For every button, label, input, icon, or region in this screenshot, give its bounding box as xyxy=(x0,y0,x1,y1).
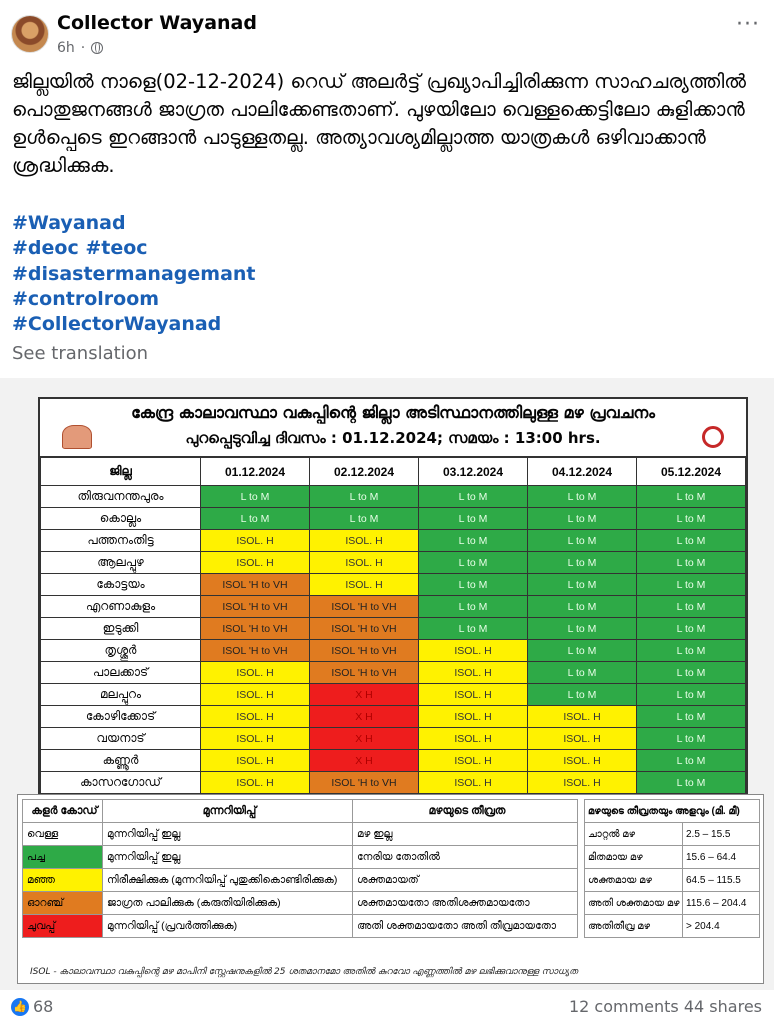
forecast-cell: L to M xyxy=(528,574,637,596)
forecast-cell: ISOL. H xyxy=(201,684,310,706)
range-label: ചാറ്റൽ മഴ xyxy=(585,823,683,846)
date-header: 02.12.2024 xyxy=(310,458,419,486)
forecast-row xyxy=(41,552,746,574)
hashtag-link[interactable]: #Wayanad xyxy=(12,212,126,234)
forecast-cell: L to M xyxy=(419,530,528,552)
color-swatch: മഞ്ഞ xyxy=(23,869,103,892)
color-swatch: ഓറഞ്ച് xyxy=(23,892,103,915)
post-meta: 6h · xyxy=(57,40,103,56)
more-options-icon[interactable]: ··· xyxy=(736,12,760,37)
forecast-cell: X H xyxy=(310,706,419,728)
forecast-cell: L to M xyxy=(419,574,528,596)
forecast-cell: ISOL 'H to VH xyxy=(201,640,310,662)
forecast-title-block xyxy=(40,399,746,457)
hashtag-link[interactable]: #disastermanagemant xyxy=(12,262,256,285)
forecast-cell: L to M xyxy=(419,508,528,530)
legend-panel xyxy=(17,794,764,984)
forecast-row xyxy=(41,640,746,662)
forecast-cell: L to M xyxy=(637,750,746,772)
district-name: ആലപ്പുഴ xyxy=(41,552,201,574)
date-header: 03.12.2024 xyxy=(419,458,528,486)
kerala-emblem-icon xyxy=(62,425,92,449)
forecast-row xyxy=(41,618,746,640)
forecast-cell: ISOL 'H to VH xyxy=(310,618,419,640)
district-name: കോഴിക്കോട് xyxy=(41,706,201,728)
warning-text: മുന്നറിയിപ്പ് (പ്രവർത്തിക്കുക) xyxy=(103,915,353,938)
forecast-cell: L to M xyxy=(310,486,419,508)
forecast-cell: ISOL 'H to VH xyxy=(201,596,310,618)
forecast-cell: L to M xyxy=(528,662,637,684)
forecast-row xyxy=(41,530,746,552)
author-avatar[interactable] xyxy=(11,15,49,53)
legend-row xyxy=(23,892,578,915)
forecast-cell: ISOL. H xyxy=(419,684,528,706)
forecast-cell: L to M xyxy=(637,530,746,552)
forecast-cell: ISOL. H xyxy=(201,662,310,684)
district-name: കാസറഗോഡ് xyxy=(41,772,201,794)
range-value: 15.6 – 64.4 xyxy=(683,846,760,869)
forecast-cell: L to M xyxy=(528,530,637,552)
forecast-row xyxy=(41,728,746,750)
district-header: ജില്ല xyxy=(41,458,201,486)
see-translation-link[interactable]: See translation xyxy=(12,343,149,364)
range-value: 115.6 – 204.4 xyxy=(683,892,760,915)
hashtag-link[interactable]: #CollectorWayanad xyxy=(12,313,222,336)
intensity-text: ശക്തമായത് xyxy=(353,869,578,892)
warning-text: മുന്നറിയിപ്പ് ഇല്ല xyxy=(103,846,353,869)
legend-row xyxy=(23,869,578,892)
range-value: 2.5 – 15.5 xyxy=(683,823,760,846)
forecast-cell: ISOL. H xyxy=(419,750,528,772)
forecast-cell: ISOL. H xyxy=(201,530,310,552)
rainfall-range-table xyxy=(584,799,760,938)
forecast-row xyxy=(41,508,746,530)
forecast-cell: L to M xyxy=(637,618,746,640)
district-name: കോട്ടയം xyxy=(41,574,201,596)
forecast-cell: X H xyxy=(310,750,419,772)
district-name: കണ്ണൂർ xyxy=(41,750,201,772)
forecast-cell: ISOL. H xyxy=(419,640,528,662)
legend-footnote: ISOL - കാലാവസ്ഥാ വകുപ്പിന്റെ മഴ മാപിനി സ്റ്റേഷനുകളിൽ 25 ശതമാനമോ അതിൽ കുറവോ എണ്ണത്തിൽ മഴ ലഭിക്കുവാനുള്ള സാധ്യത xyxy=(30,967,578,977)
forecast-cell: ISOL. H xyxy=(310,574,419,596)
like-count[interactable]: 68 xyxy=(33,997,54,1016)
forecast-cell: ISOL. H xyxy=(310,552,419,574)
forecast-cell: L to M xyxy=(419,596,528,618)
forecast-cell: ISOL. H xyxy=(419,728,528,750)
range-row xyxy=(585,823,760,846)
like-icon[interactable]: 👍 xyxy=(11,998,29,1016)
shares-count[interactable]: 44 shares xyxy=(683,997,762,1016)
forecast-cell: ISOL 'H to VH xyxy=(201,574,310,596)
district-name: പത്തനംതിട്ട xyxy=(41,530,201,552)
warning-text: നിരീക്ഷിക്കുക (മുന്നറിയിപ്പ് പുതുക്കികൊണ്ടിരിക്കുക) xyxy=(103,869,353,892)
engagement-counts xyxy=(569,997,762,1016)
forecast-cell: L to M xyxy=(528,596,637,618)
forecast-cell: ISOL. H xyxy=(528,728,637,750)
range-header: മഴയുടെ തീവ്രതയും അളവും (മി. മീ) xyxy=(585,800,760,823)
warning-text: ജാഗ്രത പാലിക്കുക (കരുതിയിരിക്കുക) xyxy=(103,892,353,915)
color-swatch: വെള്ള xyxy=(23,823,103,846)
forecast-row xyxy=(41,684,746,706)
forecast-cell: ISOL 'H to VH xyxy=(310,662,419,684)
forecast-cell: L to M xyxy=(528,486,637,508)
forecast-table-card xyxy=(38,397,748,796)
post-footer xyxy=(0,990,774,1024)
forecast-cell: L to M xyxy=(637,706,746,728)
forecast-cell: L to M xyxy=(637,596,746,618)
range-row xyxy=(585,915,760,938)
forecast-cell: ISOL. H xyxy=(201,728,310,750)
forecast-table xyxy=(40,457,746,794)
range-row xyxy=(585,846,760,869)
forecast-header-row xyxy=(41,458,746,486)
forecast-cell: ISOL. H xyxy=(201,706,310,728)
forecast-title: കേന്ദ്ര കാലാവസ്ഥാ വകുപ്പിന്റെ ജില്ലാ അടിസ്ഥാനത്തിലുള്ള മഴ പ്രവചനം xyxy=(131,403,655,422)
color-swatch: ചുവപ്പ് xyxy=(23,915,103,938)
forecast-row xyxy=(41,596,746,618)
forecast-cell: L to M xyxy=(310,508,419,530)
hashtag-link[interactable]: #deoc #teoc xyxy=(12,237,148,260)
legend-row xyxy=(23,823,578,846)
range-label: അതി ശക്തമായ മഴ xyxy=(585,892,683,915)
range-row xyxy=(585,869,760,892)
district-name: കൊല്ലം xyxy=(41,508,201,530)
post-text: ജില്ലയിൽ നാളെ(02-12-2024) റെഡ് അലർട്ട് പ്രഖ്യാപിച്ചിരിക്കുന്ന സാഹചര്യത്തിൽ പൊതുജനങ്ങൾ ജാഗ്രത പാലിക്കേണ്ടതാണ്. പുഴയിലോ വെള്ളക്കെട്ടിലോ കുളിക്കാൻ ഉൾപ്പെടെ ഇറങ്ങാൻ പാടുള്ളതല്ല. അത്യാവശ്യമില്ലാത്ത യാത്രകൾ ഒഴിവാക്കാൻ ശ്രദ്ധിക്കുക. xyxy=(12,70,746,177)
legend-header: കളർ കോഡ് xyxy=(23,800,103,823)
forecast-cell: ISOL. H xyxy=(419,772,528,794)
date-header: 01.12.2024 xyxy=(201,458,310,486)
forecast-cell: L to M xyxy=(528,618,637,640)
hashtag-list xyxy=(12,211,256,337)
legend-table xyxy=(22,799,578,938)
legend-header: മഴയുടെ തീവ്രത xyxy=(353,800,578,823)
forecast-row xyxy=(41,486,746,508)
forecast-cell: ISOL 'H to VH xyxy=(310,772,419,794)
forecast-row xyxy=(41,706,746,728)
forecast-cell: L to M xyxy=(201,486,310,508)
range-label: മിതമായ മഴ xyxy=(585,846,683,869)
date-header: 05.12.2024 xyxy=(637,458,746,486)
forecast-cell: L to M xyxy=(637,772,746,794)
forecast-cell: ISOL 'H to VH xyxy=(201,618,310,640)
district-name: തൃശ്ശൂർ xyxy=(41,640,201,662)
forecast-cell: L to M xyxy=(637,574,746,596)
forecast-cell: ISOL. H xyxy=(310,530,419,552)
forecast-cell: ISOL. H xyxy=(419,662,528,684)
range-value: 64.5 – 115.5 xyxy=(683,869,760,892)
range-value: > 204.4 xyxy=(683,915,760,938)
range-row xyxy=(585,892,760,915)
forecast-cell: ISOL. H xyxy=(201,750,310,772)
forecast-cell: ISOL. H xyxy=(528,772,637,794)
forecast-row xyxy=(41,574,746,596)
forecast-cell: ISOL 'H to VH xyxy=(310,596,419,618)
range-label: ശക്തമായ മഴ xyxy=(585,869,683,892)
forecast-cell: L to M xyxy=(419,486,528,508)
district-name: തിരുവനന്തപുരം xyxy=(41,486,201,508)
forecast-row xyxy=(41,750,746,772)
forecast-cell: ISOL. H xyxy=(201,552,310,574)
intensity-text: മഴ ഇല്ല xyxy=(353,823,578,846)
legend-header: മുന്നറിയിപ്പ് xyxy=(103,800,353,823)
legend-row xyxy=(23,915,578,938)
author-name[interactable]: Collector Wayanad xyxy=(57,12,257,34)
range-label: അതിതീവ്ര മഴ xyxy=(585,915,683,938)
forecast-cell: L to M xyxy=(419,552,528,574)
forecast-cell: ISOL. H xyxy=(528,750,637,772)
intensity-text: ശക്തമായതോ അതിശക്തമായതോ xyxy=(353,892,578,915)
forecast-cell: L to M xyxy=(637,486,746,508)
forecast-cell: L to M xyxy=(637,552,746,574)
forecast-subtitle: പുറപ്പെടുവിച്ച ദിവസം : 01.12.2024; സമയം : 13:00 hrs. xyxy=(185,429,601,447)
hashtag-link[interactable]: #controlroom xyxy=(12,287,160,310)
globe-icon xyxy=(91,42,103,54)
post-time[interactable]: 6h xyxy=(57,40,75,56)
district-name: എറണാകുളം xyxy=(41,596,201,618)
forecast-cell: L to M xyxy=(528,552,637,574)
district-name: മലപ്പുറം xyxy=(41,684,201,706)
forecast-cell: L to M xyxy=(637,728,746,750)
forecast-cell: L to M xyxy=(637,684,746,706)
legend-row xyxy=(23,846,578,869)
forecast-cell: ISOL 'H to VH xyxy=(310,640,419,662)
forecast-cell: L to M xyxy=(637,508,746,530)
intensity-text: നേരിയ തോതിൽ xyxy=(353,846,578,869)
comments-count[interactable]: 12 comments xyxy=(568,997,679,1016)
district-name: ഇടുക്കി xyxy=(41,618,201,640)
post-header xyxy=(0,0,774,66)
forecast-row xyxy=(41,662,746,684)
imd-logo-icon xyxy=(702,426,724,448)
district-name: പാലക്കാട് xyxy=(41,662,201,684)
district-name: വയനാട് xyxy=(41,728,201,750)
date-header: 04.12.2024 xyxy=(528,458,637,486)
forecast-cell: L to M xyxy=(528,508,637,530)
forecast-cell: L to M xyxy=(637,640,746,662)
forecast-cell: ISOL. H xyxy=(528,706,637,728)
forecast-cell: L to M xyxy=(419,618,528,640)
forecast-cell: L to M xyxy=(528,684,637,706)
forecast-row xyxy=(41,772,746,794)
forecast-cell: ISOL. H xyxy=(419,706,528,728)
intensity-text: അതി ശക്തമായതോ അതി തീവ്രമായതോ xyxy=(353,915,578,938)
forecast-cell: X H xyxy=(310,728,419,750)
forecast-cell: L to M xyxy=(528,640,637,662)
forecast-cell: L to M xyxy=(201,508,310,530)
forecast-cell: ISOL. H xyxy=(201,772,310,794)
warning-text: മുന്നറിയിപ്പ് ഇല്ല xyxy=(103,823,353,846)
forecast-cell: X H xyxy=(310,684,419,706)
forecast-cell: L to M xyxy=(637,662,746,684)
color-swatch: പച്ച xyxy=(23,846,103,869)
